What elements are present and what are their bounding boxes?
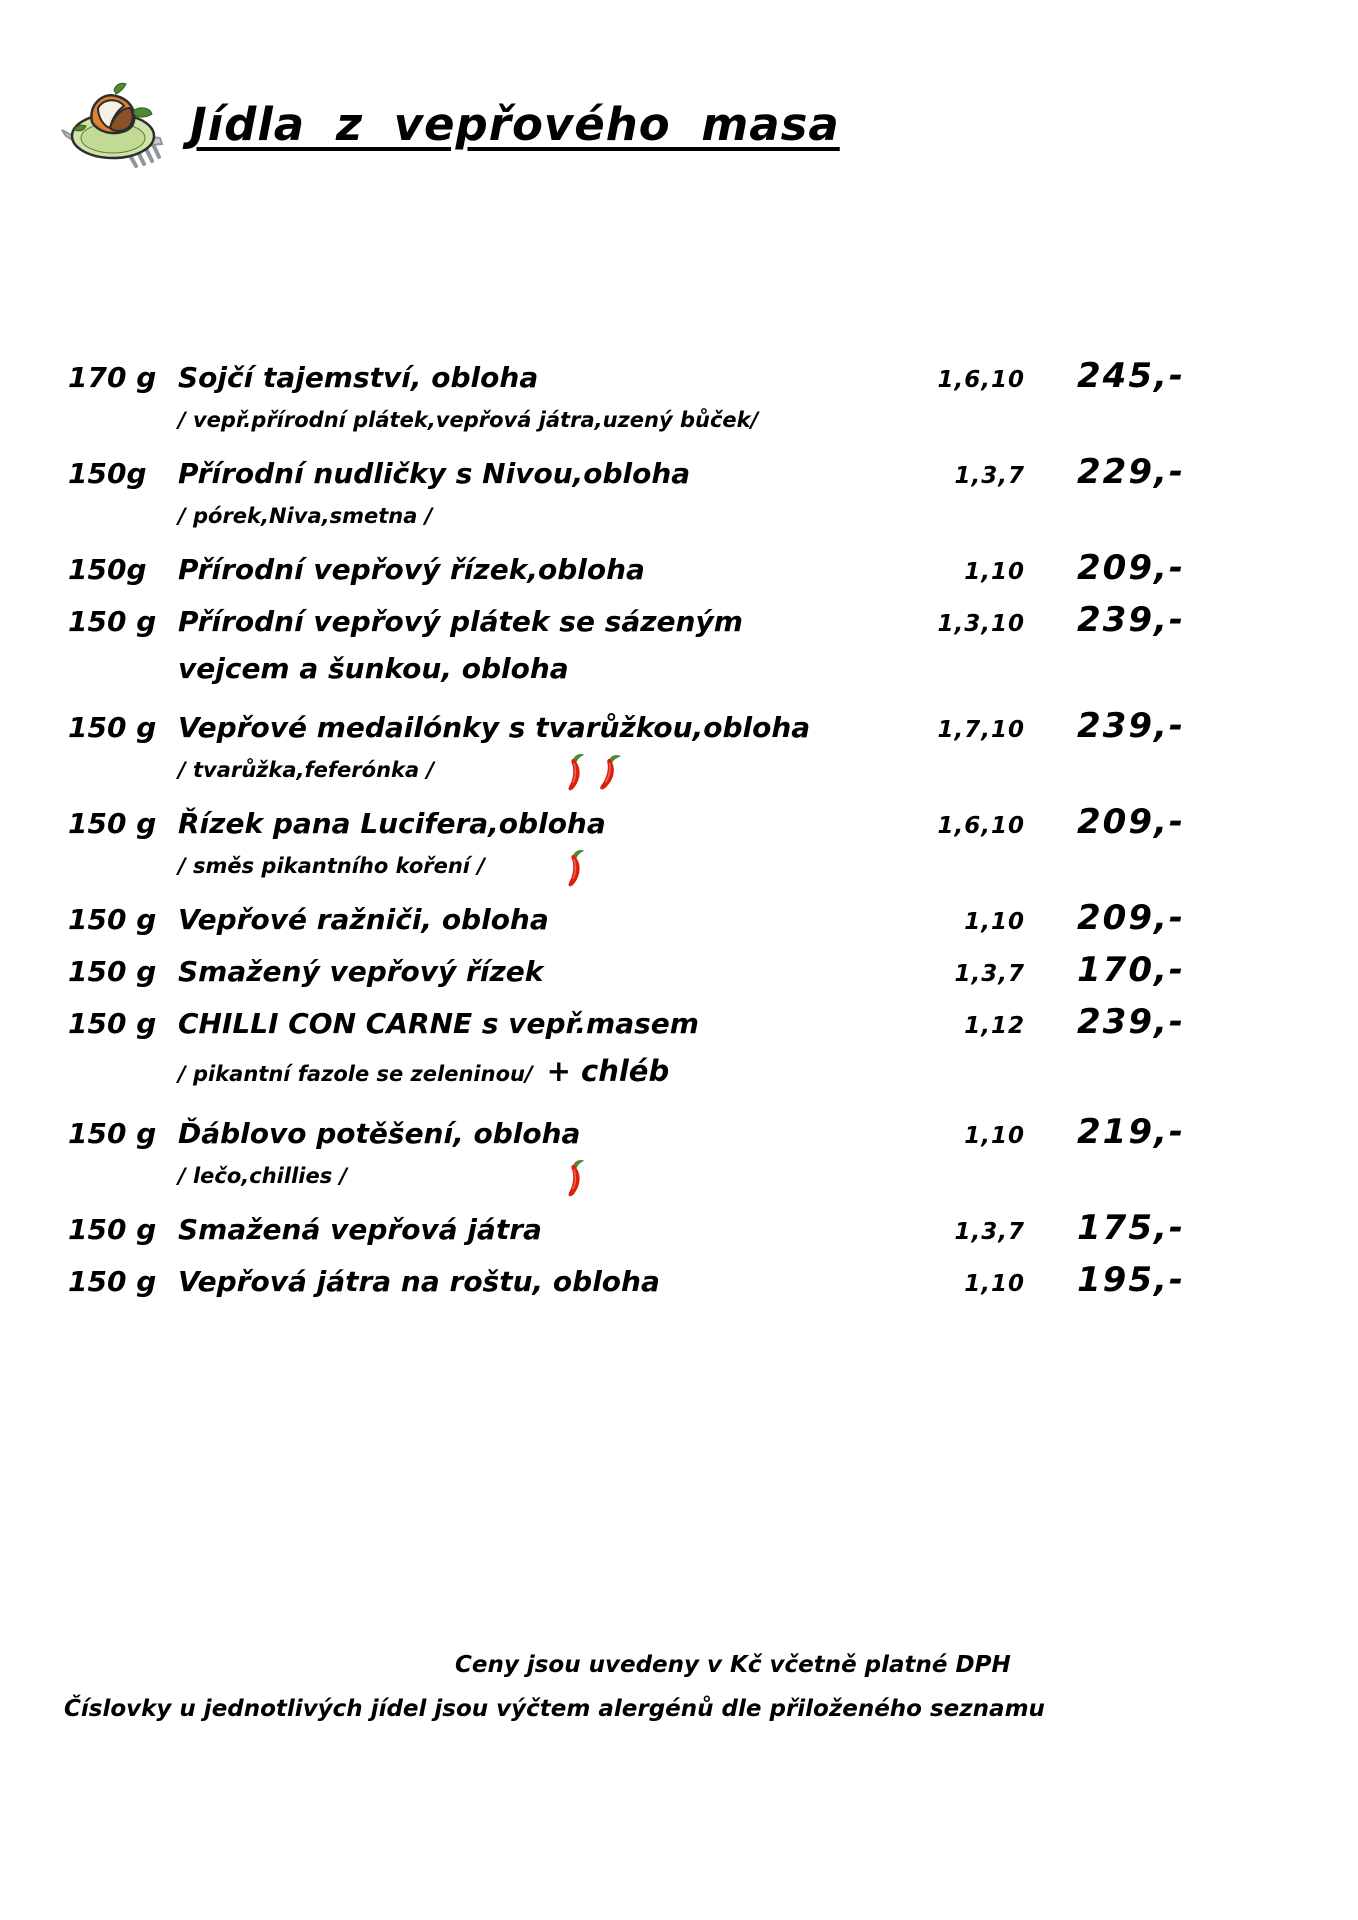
menu-item xyxy=(68,950,1185,1002)
item-weight: 150 g xyxy=(68,807,157,840)
chili-pepper-icon xyxy=(563,848,587,890)
menu-item-main-line xyxy=(68,1260,1185,1312)
menu-item-main-line xyxy=(68,706,1185,758)
menu-item-main-line xyxy=(68,548,1185,600)
item-allergens: 1,7,10 xyxy=(937,717,1025,743)
menu-item xyxy=(68,1002,1185,1112)
menu-item-main-line xyxy=(68,1112,1185,1164)
item-weight: 150 g xyxy=(68,1117,157,1150)
item-desc: / vepř.přírodní plátek,vepřová játra,uzený bůček/ xyxy=(178,408,759,432)
item-name: CHILLI CON CARNE s vepř.masem xyxy=(178,1007,699,1040)
chili-pepper-icon xyxy=(594,750,624,795)
item-name: Smažený vepřový řízek xyxy=(178,955,544,988)
item-price: 239,- xyxy=(1077,600,1185,640)
menu-items xyxy=(68,356,1185,1312)
item-weight: 150g xyxy=(68,457,147,490)
menu-item-description-line xyxy=(68,408,1185,452)
menu-item-main-line xyxy=(68,356,1185,408)
item-name: Přírodní nudličky s Nivou,obloha xyxy=(178,457,691,490)
item-price: 239,- xyxy=(1077,1002,1185,1042)
item-price: 209,- xyxy=(1077,898,1185,938)
item-price: 219,- xyxy=(1077,1112,1185,1152)
item-allergens: 1,3,7 xyxy=(954,1219,1025,1245)
item-desc-suffix: + chléb xyxy=(546,1054,670,1088)
menu-item-main-line xyxy=(68,802,1185,854)
item-allergens: 1,12 xyxy=(964,1013,1025,1039)
item-weight: 150 g xyxy=(68,1265,157,1298)
item-allergens: 1,3,7 xyxy=(954,961,1025,987)
menu-item-main-line xyxy=(68,452,1185,504)
chili-pepper-icons xyxy=(563,752,621,794)
item-weight: 150 g xyxy=(68,903,157,936)
menu-item-main-line xyxy=(68,1002,1185,1054)
item-name-line2: vejcem a šunkou, obloha xyxy=(178,652,569,685)
item-weight: 150 g xyxy=(68,711,157,744)
item-price: 229,- xyxy=(1077,452,1185,492)
item-price: 195,- xyxy=(1077,1260,1185,1300)
item-weight: 150g xyxy=(68,553,147,586)
page-title: Jídla z vepřového masa xyxy=(190,98,840,151)
item-allergens: 1,10 xyxy=(964,1271,1025,1297)
item-weight: 150 g xyxy=(68,605,157,638)
item-name: Vepřová játra na roštu, obloha xyxy=(178,1265,660,1298)
menu-item-description-line xyxy=(68,1054,1185,1112)
item-allergens: 1,6,10 xyxy=(937,367,1025,393)
menu-item-main-line xyxy=(68,600,1185,652)
item-name: Smažená vepřová játra xyxy=(178,1213,542,1246)
menu-item-main-line xyxy=(68,950,1185,1002)
menu-item xyxy=(68,356,1185,452)
item-weight: 150 g xyxy=(68,955,157,988)
item-name: Ďáblovo potěšení, obloha xyxy=(178,1117,581,1150)
item-allergens: 1,6,10 xyxy=(937,813,1025,839)
menu-item xyxy=(68,452,1185,548)
menu-item xyxy=(68,706,1185,802)
menu-item-description-line xyxy=(68,854,1185,898)
item-weight: 170 g xyxy=(68,361,157,394)
menu-item xyxy=(68,1260,1185,1312)
menu-item-description-line xyxy=(68,758,1185,802)
item-name: Vepřové ražniči, obloha xyxy=(178,903,549,936)
menu-item xyxy=(68,600,1185,706)
menu-item xyxy=(68,1112,1185,1208)
item-price: 175,- xyxy=(1077,1208,1185,1248)
menu-item xyxy=(68,802,1185,898)
item-name: Přírodní vepřový plátek se sázeným xyxy=(178,605,743,638)
menu-item-description-line xyxy=(68,1164,1185,1208)
item-desc: / pórek,Niva,smetna / xyxy=(178,504,433,528)
item-desc: / lečo,chillies / xyxy=(178,1164,348,1188)
page-header xyxy=(58,74,840,176)
item-desc: / směs pikantního koření / xyxy=(178,854,485,878)
footer-note-allergens: Číslovky u jednotlivých jídel jsou výčtem alergénů dle přiloženého seznamu xyxy=(64,1696,1045,1722)
item-name: Vepřové medailónky s tvarůžkou,obloha xyxy=(178,711,811,744)
menu-item-continuation-line xyxy=(68,652,1185,706)
item-price: 209,- xyxy=(1077,802,1185,842)
footer-note-vat: Ceny jsou uvedeny v Kč včetně platné DPH xyxy=(455,1652,1011,1678)
chili-pepper-icon xyxy=(563,1158,587,1200)
item-price: 239,- xyxy=(1077,706,1185,746)
item-desc: / pikantní fazole se zeleninou/ xyxy=(178,1062,533,1086)
menu-item-main-line xyxy=(68,1208,1185,1260)
food-plate-icon xyxy=(58,74,168,176)
item-allergens: 1,10 xyxy=(964,559,1025,585)
item-name: Přírodní vepřový řízek,obloha xyxy=(178,553,645,586)
item-weight: 150 g xyxy=(68,1007,157,1040)
item-name: Sojčí tajemství, obloha xyxy=(178,361,539,394)
item-allergens: 1,3,7 xyxy=(954,463,1025,489)
chili-pepper-icons xyxy=(563,1158,587,1200)
item-weight: 150 g xyxy=(68,1213,157,1246)
item-name: Řízek pana Lucifera,obloha xyxy=(178,807,606,840)
item-price: 209,- xyxy=(1077,548,1185,588)
item-allergens: 1,10 xyxy=(964,1123,1025,1149)
item-price: 170,- xyxy=(1077,950,1185,990)
item-price: 245,- xyxy=(1077,356,1185,396)
chili-pepper-icons xyxy=(563,848,587,890)
menu-item xyxy=(68,898,1185,950)
item-allergens: 1,3,10 xyxy=(937,611,1025,637)
item-desc: / tvarůžka,feferónka / xyxy=(178,758,435,782)
menu-item xyxy=(68,1208,1185,1260)
menu-item xyxy=(68,548,1185,600)
item-allergens: 1,10 xyxy=(964,909,1025,935)
menu-item-description-line xyxy=(68,504,1185,548)
menu-item-main-line xyxy=(68,898,1185,950)
chili-pepper-icon xyxy=(563,752,587,794)
